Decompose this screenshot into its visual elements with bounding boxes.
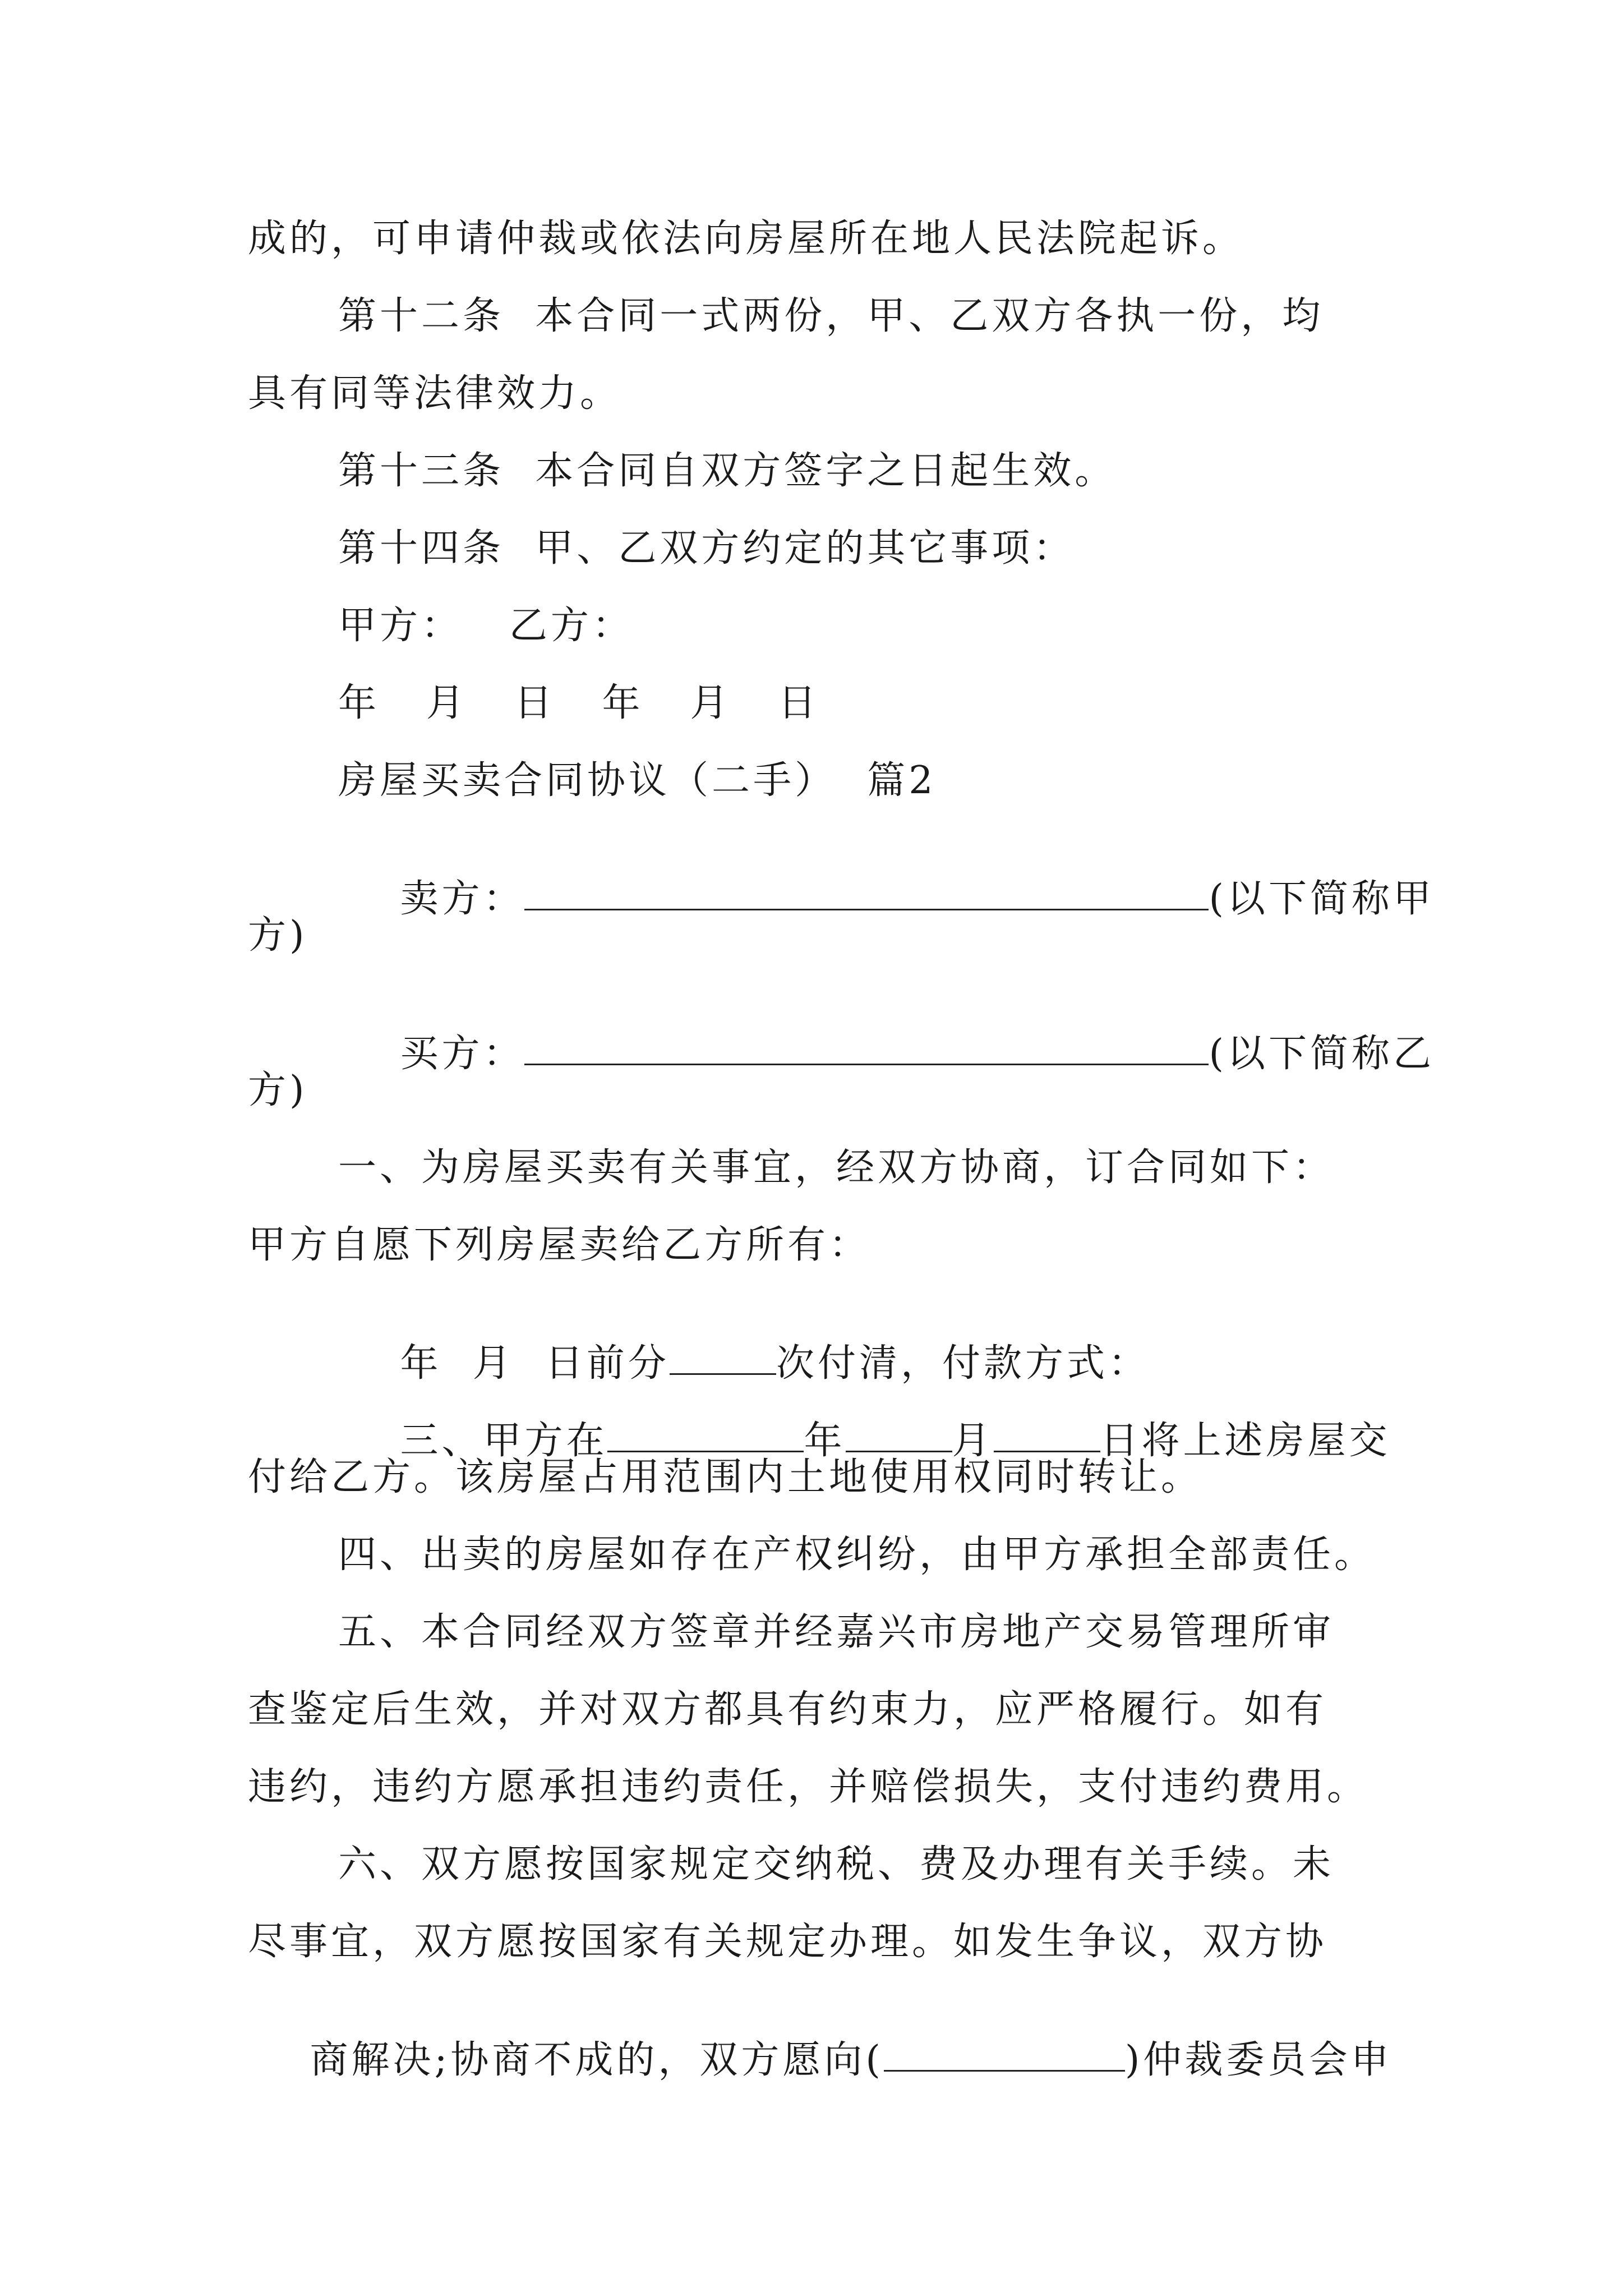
text-line-1: 成的，可申请仲裁或依法向房屋所在地人民法院起诉。 — [248, 217, 1244, 261]
clause-6-line-2: 尽事宜，双方愿按国家有关规定办理。如发生争议，双方协 — [248, 1920, 1327, 1964]
clause-3-month-label: 月 — [952, 1419, 994, 1463]
arbitration-blank — [884, 2037, 1125, 2072]
clause-6-line-3 — [248, 2000, 1392, 2118]
clause-3-year-label: 年 — [804, 1419, 846, 1463]
clause-5-line-3: 违约，违约方愿承担违约责任，并赔偿损失，支付违约费用。 — [248, 1765, 1369, 1809]
clause-6-text-d: )仲裁委员会申 — [1124, 2038, 1393, 2082]
clause-3-text-b: 日将上述房屋交 — [1100, 1419, 1391, 1463]
clause-3-day-blank — [994, 1418, 1100, 1452]
clause-6-line-1: 六、双方愿按国家规定交纳税、费及办理有关手续。未 — [338, 1842, 1335, 1887]
seller-line — [338, 839, 1435, 956]
seller-suffix-cont: 方) — [248, 913, 308, 958]
seller-label: 卖方： — [400, 877, 525, 921]
buyer-line — [338, 994, 1435, 1111]
article-12-line-2: 具有同等法律效力。 — [248, 371, 622, 416]
section-heading: 房屋买卖合同协议（二手） 篇2 — [338, 758, 937, 803]
clause-3-line-2: 付给乙方。该房屋占用范围内土地使用权同时转让。 — [248, 1455, 1203, 1499]
clause-3-text-a: 三、甲方在 — [400, 1419, 608, 1463]
buyer-suffix-cont: 方) — [248, 1068, 308, 1112]
payment-date-text: 年 月 日前分 — [400, 1341, 670, 1386]
seller-blank — [524, 876, 1209, 910]
article-12-line-1: 第十二条 本合同一式两份，甲、乙双方各执一份，均 — [338, 294, 1324, 338]
payment-count-blank — [670, 1341, 776, 1375]
signature-dates: 年 月 日 年 月 日 — [338, 681, 820, 725]
clause-3-year-blank — [607, 1418, 804, 1452]
clause-5-line-1: 五、本合同经双方签章并经嘉兴市房地产交易管理所审 — [338, 1610, 1335, 1654]
clause-1-line-2: 甲方自愿下列房屋卖给乙方所有： — [248, 1223, 871, 1267]
buyer-label: 买方： — [400, 1032, 525, 1076]
article-13: 第十三条 本合同自双方签字之日起生效。 — [338, 449, 1117, 493]
clause-1-line-1: 一、为房屋买卖有关事宜，经双方协商，订合同如下： — [338, 1145, 1335, 1190]
clause-4: 四、出卖的房屋如存在产权纠纷，由甲方承担全部责任。 — [338, 1533, 1376, 1577]
buyer-suffix: (以下简称乙 — [1209, 1032, 1435, 1076]
payment-method-text: 次付清，付款方式： — [776, 1341, 1150, 1386]
buyer-blank — [524, 1031, 1209, 1065]
clause-6-text-c: 商解决;协商不成的，双方愿向( — [310, 2038, 884, 2082]
clause-5-line-2: 查鉴定后生效，并对双方都具有约束力，应严格履行。如有 — [248, 1687, 1327, 1732]
signature-parties: 甲方： 乙方： — [338, 604, 634, 648]
article-14: 第十四条 甲、乙双方约定的其它事项： — [338, 526, 1075, 570]
seller-suffix: (以下简称甲 — [1209, 877, 1435, 921]
clause-3-month-blank — [846, 1418, 952, 1452]
